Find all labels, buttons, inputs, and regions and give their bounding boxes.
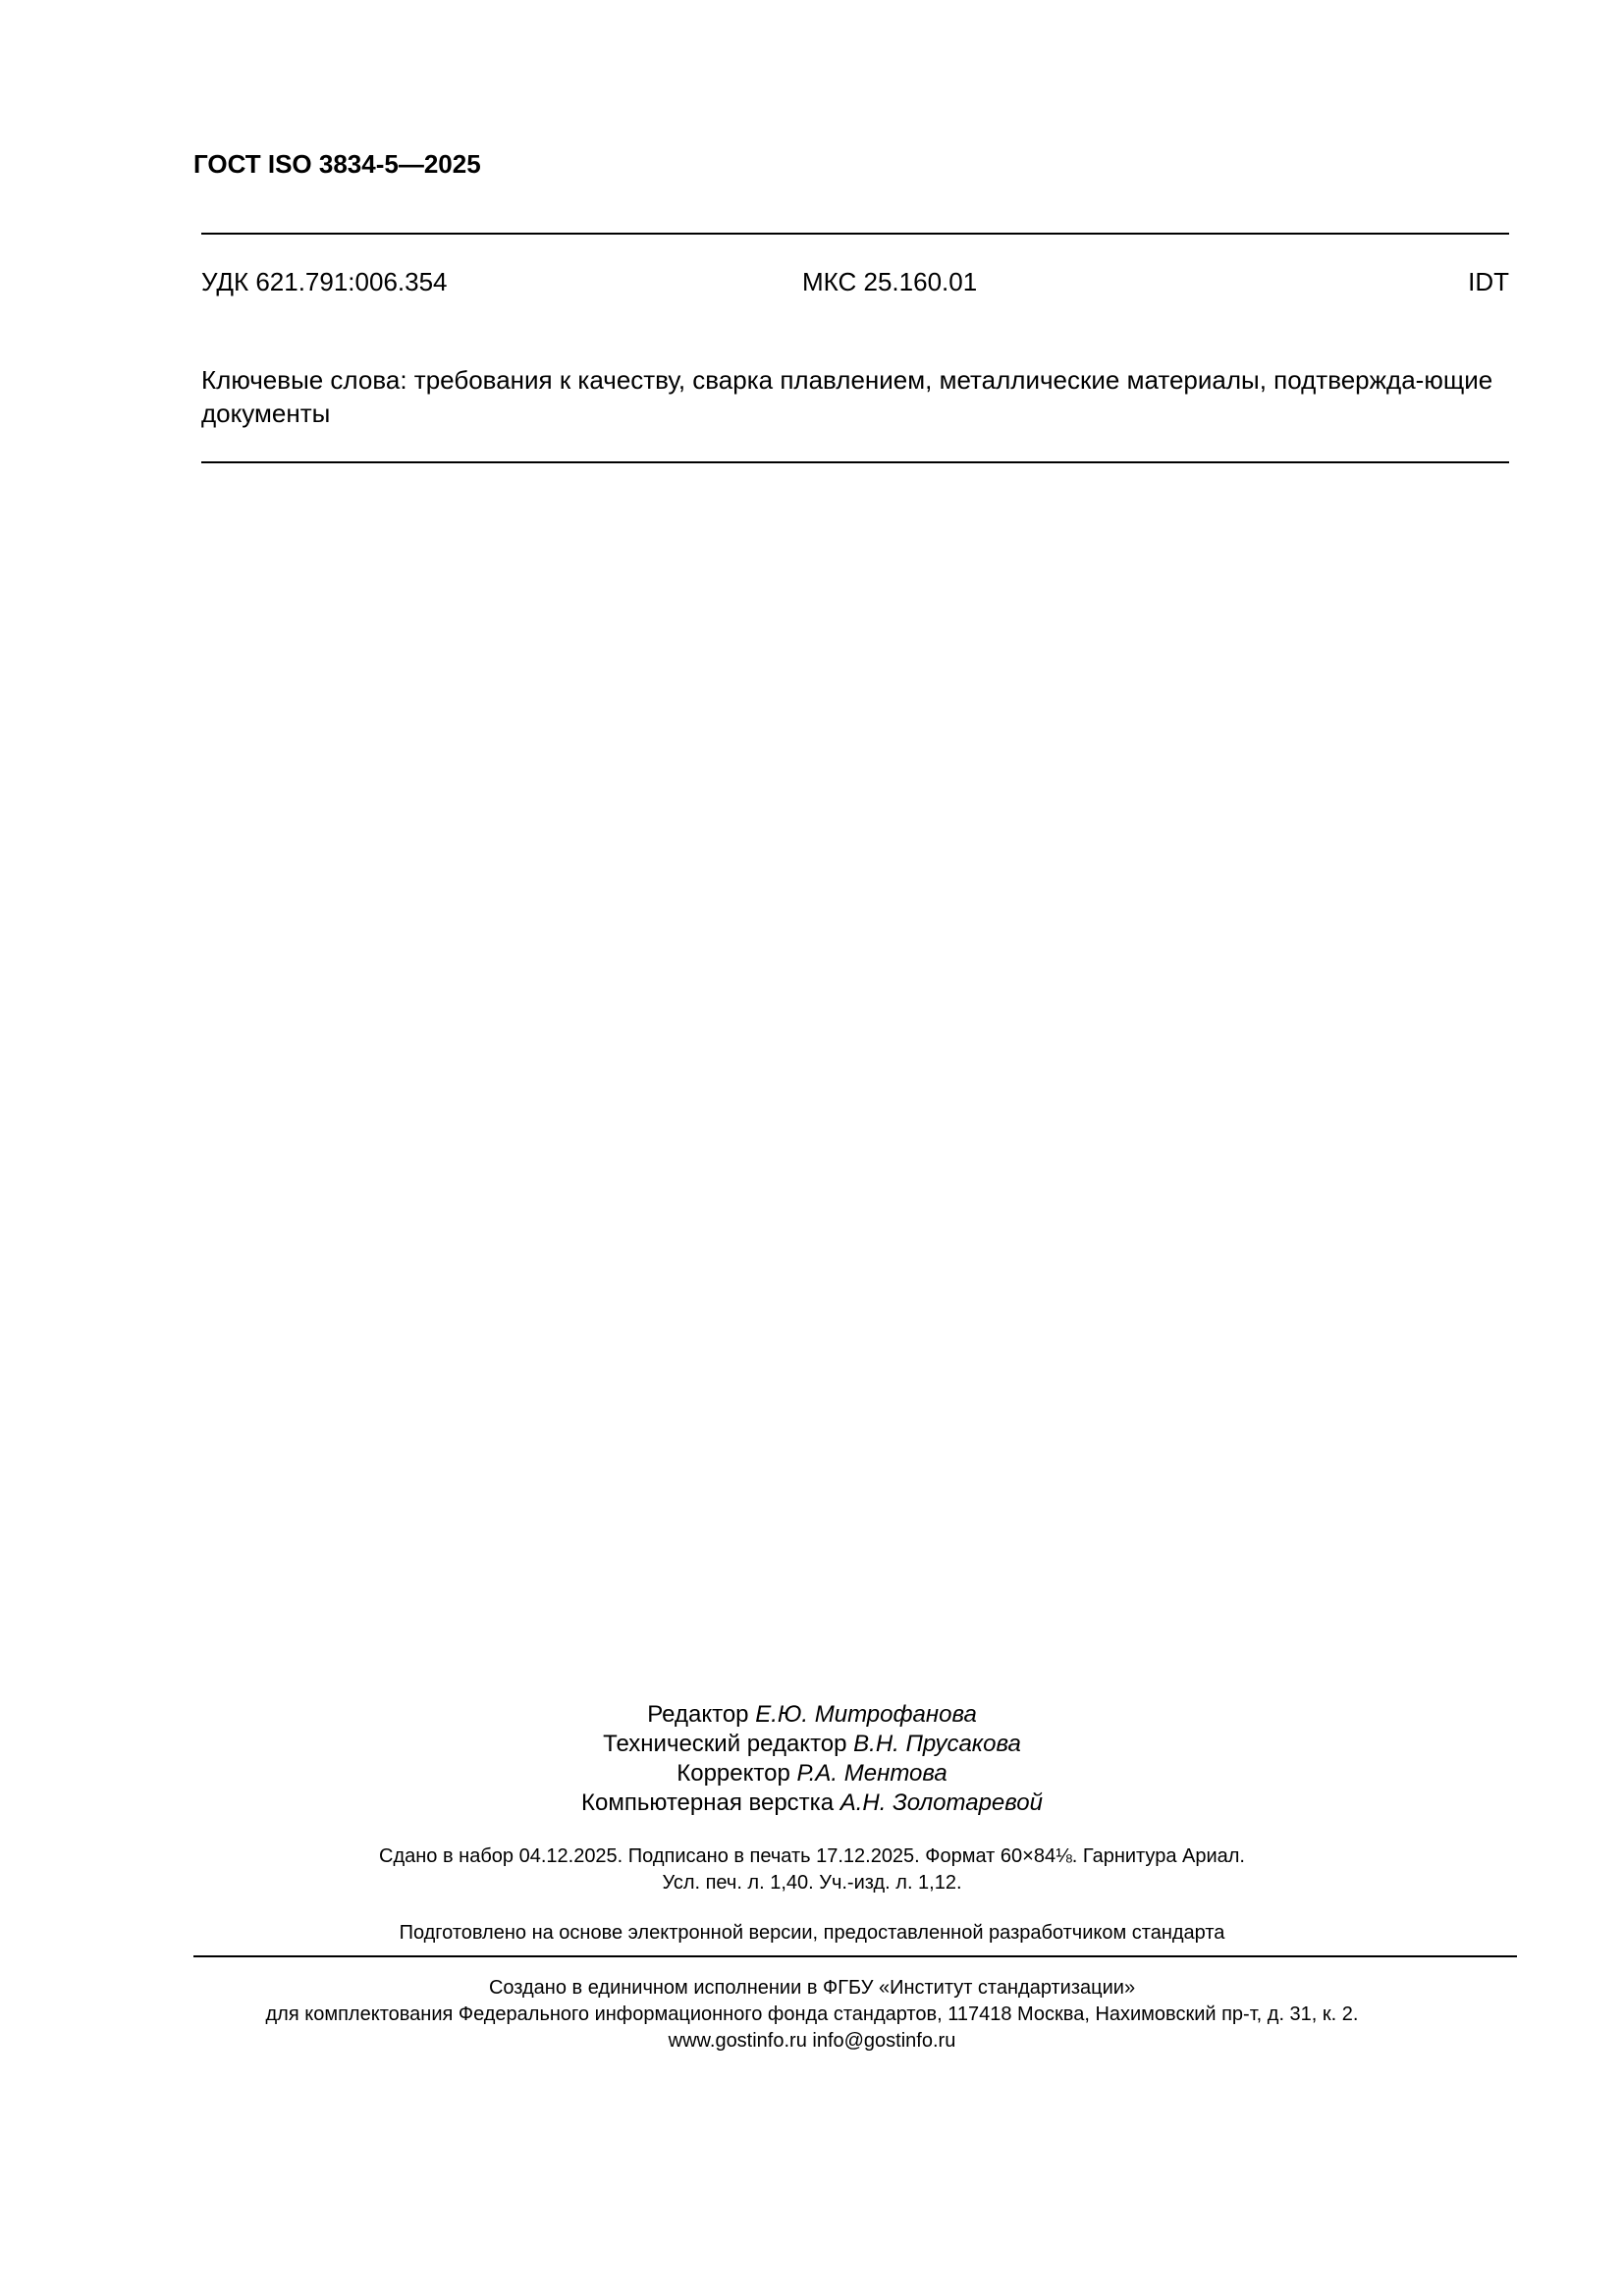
idt-label: IDT [1468, 267, 1509, 296]
publisher-footer [0, 1975, 1624, 2055]
footer-line-2: для комплектования Федерального информационного фонда стандартов, 117418 Москва, Нахимовский пр-т, д. 31, к. 2. [265, 2003, 1359, 2025]
layout-line: Компьютерная верстка А.Н. Золотаревой [581, 1789, 1043, 1816]
tech-editor-line: Технический редактор В.Н. Прусакова [603, 1731, 1021, 1757]
print-info [0, 1843, 1624, 1896]
credits-block [0, 1700, 1624, 1818]
document-code: ГОСТ ISO 3834-5—2025 [193, 149, 481, 179]
udk-code: УДК 621.791:006.354 [201, 267, 448, 296]
keywords-rule [201, 461, 1509, 463]
editor-line: Редактор Е.Ю. Митрофанова [647, 1701, 977, 1728]
top-rule [201, 233, 1509, 235]
classification-row [201, 267, 1509, 297]
prepared-note: Подготовлено на основе электронной версии, предоставленной разработчиком стандарта [399, 1922, 1225, 1944]
footer-rule [193, 1955, 1517, 1957]
print-info-line-2: Усл. печ. л. 1,40. Уч.-изд. л. 1,12. [662, 1872, 962, 1894]
footer-contacts: www.gostinfo.ru info@gostinfo.ru [668, 2030, 956, 2052]
print-info-line-1: Сдано в набор 04.12.2025. Подписано в печать 17.12.2025. Формат 60×84⅛. Гарнитура Ариал. [379, 1845, 1245, 1867]
footer-line-1: Создано в единичном исполнении в ФГБУ «Институт стандартизации» [488, 1977, 1136, 1999]
corrector-line: Корректор Р.А. Ментова [677, 1760, 947, 1787]
keywords: Ключевые слова: требования к качеству, сварка плавлением, металлические материалы, подтвержда-ющие документы [201, 365, 1493, 428]
mks-code: МКС 25.160.01 [802, 267, 978, 296]
